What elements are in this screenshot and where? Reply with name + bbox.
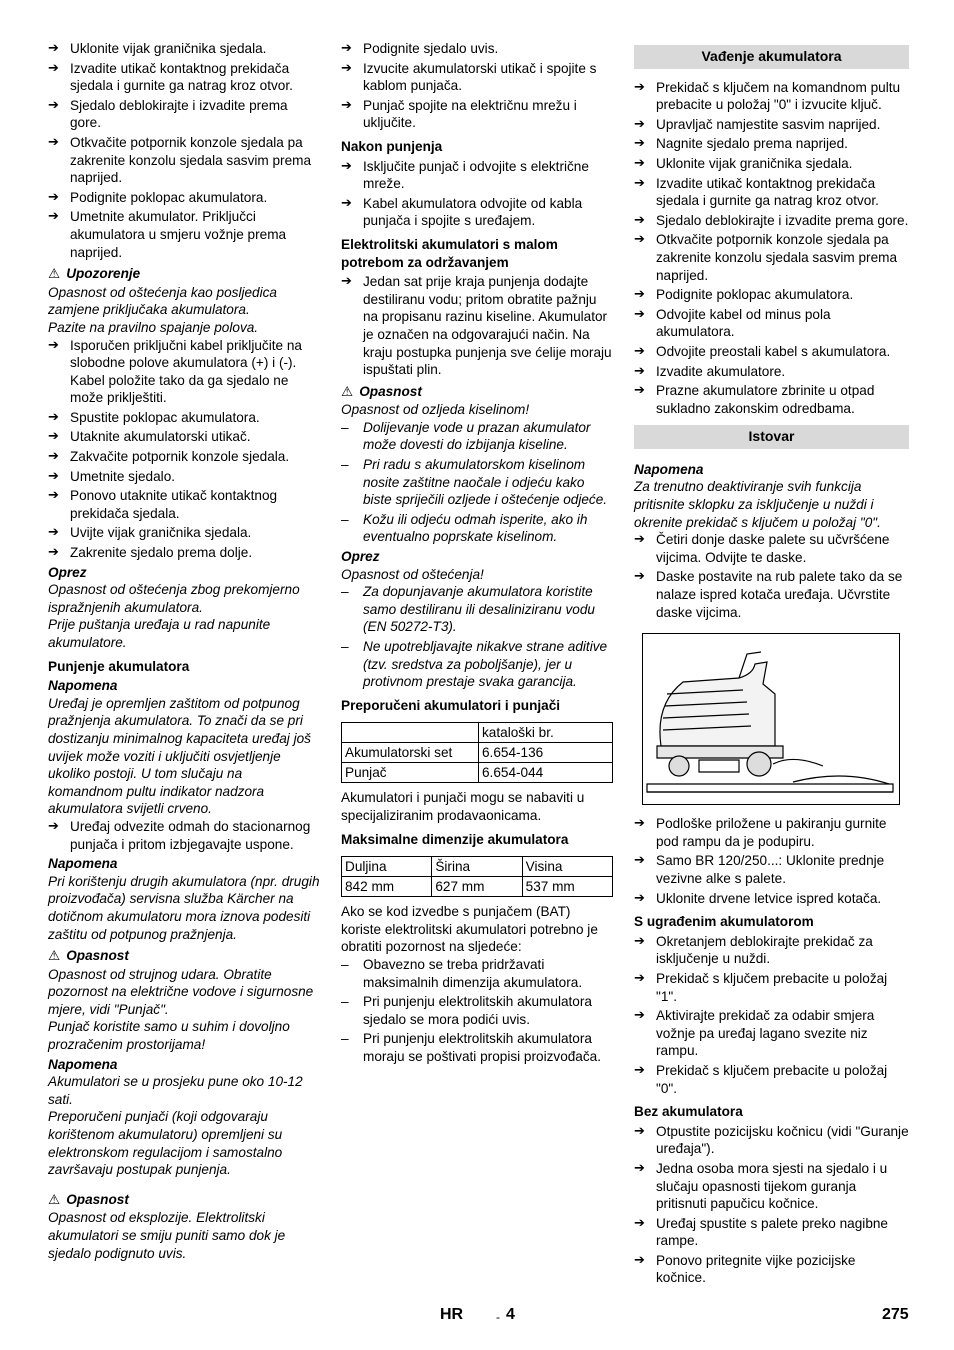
list-item: ➔ Sjedalo deblokirajte i izvadite prema gore. <box>48 97 320 132</box>
caution-title: Oprez <box>48 564 87 580</box>
table-cell: 6.654-136 <box>479 743 613 763</box>
footer-dash: - <box>496 1310 500 1324</box>
bullets-3 <box>341 273 614 379</box>
heading-charging: Punjenje akumulatora <box>48 658 190 674</box>
table-cell <box>342 723 479 743</box>
note-1-text: Uređaj je opremljen zaštitom od potpunog pražnjenja akumulatora. To znači da se pri dostizanju minimalnog kapaciteta uređaj još uvijek može voziti i uključiti osvjetljenje ukoliko postoji. U tom slučaju na komandnom pultu indikator nadzora akumulatora svijetli crveno. <box>48 695 311 817</box>
warning-3 <box>48 1191 320 1210</box>
list-item: ➔ Nagnite sjedalo prema naprijed. <box>634 135 909 153</box>
note-2-text: Pri korištenju drugih akumulatora (npr. drugih proizvođača) servisna služba Kärcher na dotičnom akumulatoru mora iznova podesiti zaštitu od potpunog pražnjenja. <box>48 873 320 942</box>
section-header-unloading: Istovar <box>634 425 909 449</box>
table-cell: Punjač <box>342 763 479 783</box>
list-item: ➔ Umetnite sjedalo. <box>48 468 320 486</box>
list-item: ➔ Upravljač namjestite sasvim naprijed. <box>634 116 909 134</box>
list-item: ➔ Zakrenite sjedalo prema dolje. <box>48 544 320 562</box>
table-cell: 627 mm <box>432 877 522 897</box>
list-item: ➔ Odvojite preostali kabel s akumulatora. <box>634 343 909 361</box>
warning-title: Opasnost <box>66 1191 129 1207</box>
warning-1 <box>341 383 614 402</box>
paragraph: Punjač koristite samo u suhim i dovoljno prozračenim prostorijama! <box>48 1019 290 1053</box>
warning-title: Opasnost <box>66 948 129 964</box>
note-3-title: Napomena <box>48 1056 118 1072</box>
list-item: ➔ Aktivirajte prekidač za odabir smjera vožnje pa uređaj lagano svezite niz rampu. <box>634 1007 909 1060</box>
list-item: – Za dopunjavanje akumulatora koristite samo destiliranu ili desaliniziranu vodu (EN 50272-T3). <box>341 583 614 636</box>
note-3-text <box>48 1073 320 1179</box>
list-item: ➔ Prekidač s ključem na komandnom pultu prebacite u položaj "0" i izvucite ključ. <box>634 79 909 114</box>
table-cell: Duljina <box>342 857 432 877</box>
warning-icon: ⚠ <box>48 1191 61 1208</box>
dimensions-table <box>341 856 613 897</box>
table-cell: Visina <box>522 857 612 877</box>
footer-language: HR <box>440 1306 464 1323</box>
caution-title: Oprez <box>341 549 380 565</box>
column-1 <box>48 40 320 1262</box>
list-item: – Obavezno se treba pridržavati maksimalnih dimenzija akumulatora. <box>341 956 614 991</box>
heading-recommended: Preporučeni akumulatori i punjači <box>341 697 561 713</box>
warning-icon: ⚠ <box>48 948 61 965</box>
list-item: ➔ Podloške priložene u pakiranju gurnite pod rampu da je podupiru. <box>634 815 909 850</box>
table-cell: 6.654-044 <box>479 763 613 783</box>
warning-title: Opasnost <box>359 383 422 399</box>
list-item: – Pri punjenju elektrolitskih akumulatora moraju se poštivati propisi proizvođača. <box>341 1030 614 1065</box>
note-1-title: Napomena <box>48 678 118 694</box>
list-item: – Pri punjenju elektrolitskih akumulatora sjedalo se mora podići uvis. <box>341 993 614 1028</box>
list-item: ➔ Jedan sat prije kraja punjenja dodajte destiliranu vodu; pritom obratite pažnju na propisanu razinu kiseline. Akumulator je označen na odgovarajući način. Na kraju postupka punjenja sve ćelije moraju ispuštati plin. <box>341 273 614 379</box>
list-item: ➔ Otkvačite potpornik konzole sjedala pa zakrenite konzolu sjedala sasvim prema naprijed. <box>48 134 320 187</box>
list-item: ➔ Prekidač s ključem prebacite u položaj "0". <box>634 1062 909 1097</box>
bullets-1 <box>341 40 614 132</box>
paragraph: Opasnost od oštećenja kao posljedica zamjene priključaka akumulatora. <box>48 284 277 318</box>
footer-page-local: 4 <box>506 1306 515 1323</box>
list-item: ➔ Otkvačite potpornik konzole sjedala pa zakrenite konzolu sjedala sasvim prema naprijed. <box>634 231 909 284</box>
list-item: ➔ Ponovo pritegnite vijke pozicijske kočnice. <box>634 1252 909 1287</box>
column-3 <box>634 40 909 1289</box>
list-item: ➔ Kabel akumulatora odvojite od kabla punjača i spojite s uređajem. <box>341 195 614 230</box>
table-row <box>342 857 613 877</box>
heading-without-battery: Bez akumulatora <box>634 1104 743 1120</box>
paragraph: Akumulatori se u prosjeku pune oko 10-12 sati. <box>48 1074 303 1107</box>
warning-1-text: Opasnost od ozljeda kiselinom! <box>341 402 530 418</box>
list-item: – Ne upotrebljavajte nikakve strane aditive (tzv. sredstva za poboljšanje), jer u protivnom prestaje svaka garancija. <box>341 638 614 691</box>
list-item: ➔ Daske postavite na rub palete tako da se nalaze ispred kotača uređaja. Učvrstite daske vijcima. <box>634 568 909 621</box>
paragraph-availability: Akumulatori i punjači mogu se nabaviti u specijaliziranim prodavaonicama. <box>341 790 585 823</box>
list-item: ➔ Uklonite drvene letvice ispred kotača. <box>634 890 909 908</box>
warning-2 <box>48 947 320 966</box>
list-item: ➔ Odvojite kabel od minus pola akumulatora. <box>634 306 909 341</box>
table-cell: 842 mm <box>342 877 432 897</box>
list-item: ➔ Isključite punjač i odvojite s električne mreže. <box>341 158 614 193</box>
list-item: ➔ Zakvačite potpornik konzole sjedala. <box>48 448 320 466</box>
paragraph: Preporučeni punjači (koji odgovaraju korištenom akumulatoru) opremljeni su elektronskom regulacijom i samostalno završavaju postupak punjenja. <box>48 1109 283 1178</box>
list-item: ➔ Uklonite vijak graničnika sjedala. <box>48 40 320 58</box>
list-item: ➔ Otpustite pozicijsku kočnicu (vidi "Guranje uređaja"). <box>634 1123 909 1158</box>
heading-with-battery: S ugrađenim akumulatorom <box>634 914 814 930</box>
table-cell: Širina <box>432 857 522 877</box>
table-row <box>342 763 613 783</box>
unloading-illustration <box>642 633 900 805</box>
paragraph: Opasnost od strujnog udara. Obratite pozornost na električne vodove i sigurnosne mjere, vidi "Punjač". <box>48 966 314 1017</box>
list-item: ➔ Utaknite akumulatorski utikač. <box>48 428 320 446</box>
table-cell: Akumulatorski set <box>342 743 479 763</box>
bullets-2 <box>634 531 909 621</box>
dash-list-3 <box>341 956 614 1066</box>
list-item: – Dolijevanje vode u prazan akumulator može dovesti do izbijanja kiseline. <box>341 419 614 454</box>
warning-title: Upozorenje <box>66 266 141 282</box>
section-header-removal: Vađenje akumulatora <box>634 45 909 69</box>
bullets-3 <box>48 818 320 853</box>
caution-text: Opasnost od oštećenja! <box>341 566 484 582</box>
note-text: Za trenutno deaktiviranje svih funkcija pritisnite sklopku za isključenje u nuždi i okrenite prekidač s ključem u položaj "0". <box>634 479 881 530</box>
warning-icon: ⚠ <box>341 383 354 400</box>
caution-text <box>48 581 320 651</box>
list-item: ➔ Samo BR 120/250...: Uklonite prednje vezivne alke s palete. <box>634 852 909 887</box>
list-item: ➔ Punjač spojite na električnu mrežu i uključite. <box>341 97 614 132</box>
list-item: – Pri radu s akumulatorskom kiselinom nosite zaštitne naočale i odjeću kako biste spriječili ozljede i oštećenje odjeće. <box>341 456 614 509</box>
footer-page-number: 275 <box>882 1306 909 1323</box>
table-cell: 537 mm <box>522 877 612 897</box>
list-item: ➔ Sjedalo deblokirajte i izvadite prema gore. <box>634 212 909 230</box>
list-item: ➔ Uređaj odvezite odmah do stacionarnog punjača i pritom izbjegavajte uspone. <box>48 818 320 853</box>
list-item: ➔ Isporučen priključni kabel priključite na slobodne polove akumulatora (+) i (-). Kabel položite tako da ga sjedalo ne može priklještiti. <box>48 337 320 407</box>
machine-on-ramp-illustration <box>643 634 899 804</box>
table-row <box>342 723 613 743</box>
list-item: – Kožu ili odjeću odmah isperite, ako ih eventualno poprskate kiselinom. <box>341 511 614 546</box>
list-item: ➔ Spustite poklopac akumulatora. <box>48 409 320 427</box>
list-item: ➔ Uklonite vijak graničnika sjedala. <box>634 155 909 173</box>
list-item: ➔ Izvadite utikač kontaktnog prekidača sjedala i gurnite ga natrag kroz otvor. <box>634 175 909 210</box>
list-item: ➔ Jedna osoba mora sjesti na sjedalo i u slučaju opasnosti tijekom guranja pritisnuti papučicu kočnice. <box>634 1160 909 1213</box>
table-row <box>342 743 613 763</box>
recommended-table <box>341 722 613 783</box>
list-item: ➔ Prazne akumulatore zbrinite u otpad sukladno zakonskim odredbama. <box>634 382 909 417</box>
paragraph-bat: Ako se kod izvedbe s punjačem (BAT) koriste elektrolitski akumulatori potrebno je obratiti pozornost na sljedeće: <box>341 904 598 955</box>
heading-after-charging: Nakon punjenja <box>341 138 443 154</box>
dash-list-2 <box>341 583 614 691</box>
paragraph: Pazite na pravilno spajanje polova. <box>48 319 259 335</box>
bullets-2 <box>341 158 614 230</box>
list-item: ➔ Izvucite akumulatorski utikač i spojite s kablom punjača. <box>341 60 614 95</box>
list-item: ➔ Uvijte vijak graničnika sjedala. <box>48 524 320 542</box>
list-item: ➔ Podignite sjedalo uvis. <box>341 40 614 58</box>
bullets-2 <box>48 337 320 562</box>
table-row <box>342 877 613 897</box>
bullets-1 <box>48 40 320 261</box>
warning-1 <box>48 265 320 284</box>
list-item: ➔ Okretanjem deblokirajte prekidač za isključenje u nuždi. <box>634 933 909 968</box>
heading-dimensions: Maksimalne dimenzije akumulatora <box>341 831 569 847</box>
list-item: ➔ Prekidač s ključem prebacite u položaj "1". <box>634 970 909 1005</box>
paragraph: Prije puštanja uređaja u rad napunite akumulatore. <box>48 617 271 650</box>
dash-list-1 <box>341 419 614 546</box>
bullets-1 <box>634 79 909 418</box>
list-item: ➔ Umetnite akumulator. Priključci akumulatora u smjeru vožnje prema naprijed. <box>48 208 320 261</box>
list-item: ➔ Podignite poklopac akumulatora. <box>634 286 909 304</box>
list-item: ➔ Izvadite utikač kontaktnog prekidača sjedala i gurnite ga natrag kroz otvor. <box>48 60 320 95</box>
bullets-5 <box>634 1123 909 1287</box>
note-title: Napomena <box>634 461 704 477</box>
warning-1-text <box>48 284 320 337</box>
note-2-title: Napomena <box>48 856 118 872</box>
list-item: ➔ Četiri donje daske palete su učvršćene vijcima. Odvijte te daske. <box>634 531 909 566</box>
table-cell: kataloški br. <box>479 723 613 743</box>
warning-2-text <box>48 966 320 1054</box>
paragraph: Opasnost od oštećenja zbog prekomjerno ispražnjenih akumulatora. <box>48 582 300 615</box>
bullets-3 <box>634 815 909 907</box>
warning-3-text: Opasnost od eksplozije. Elektrolitski akumulatori se smiju puniti samo dok je sjedalo podignuto uvis. <box>48 1210 286 1261</box>
heading-electrolyte: Elektrolitski akumulatori s malom potrebom za održavanjem <box>341 236 558 270</box>
list-item: ➔ Izvadite akumulatore. <box>634 363 909 381</box>
list-item: ➔ Uređaj spustite s palete preko nagibne rampe. <box>634 1215 909 1250</box>
warning-icon: ⚠ <box>48 266 61 283</box>
list-item: ➔ Podignite poklopac akumulatora. <box>48 189 320 207</box>
list-item: ➔ Ponovo utaknite utikač kontaktnog prekidača sjedala. <box>48 487 320 522</box>
column-2 <box>341 40 614 1068</box>
bullets-4 <box>634 933 909 1097</box>
